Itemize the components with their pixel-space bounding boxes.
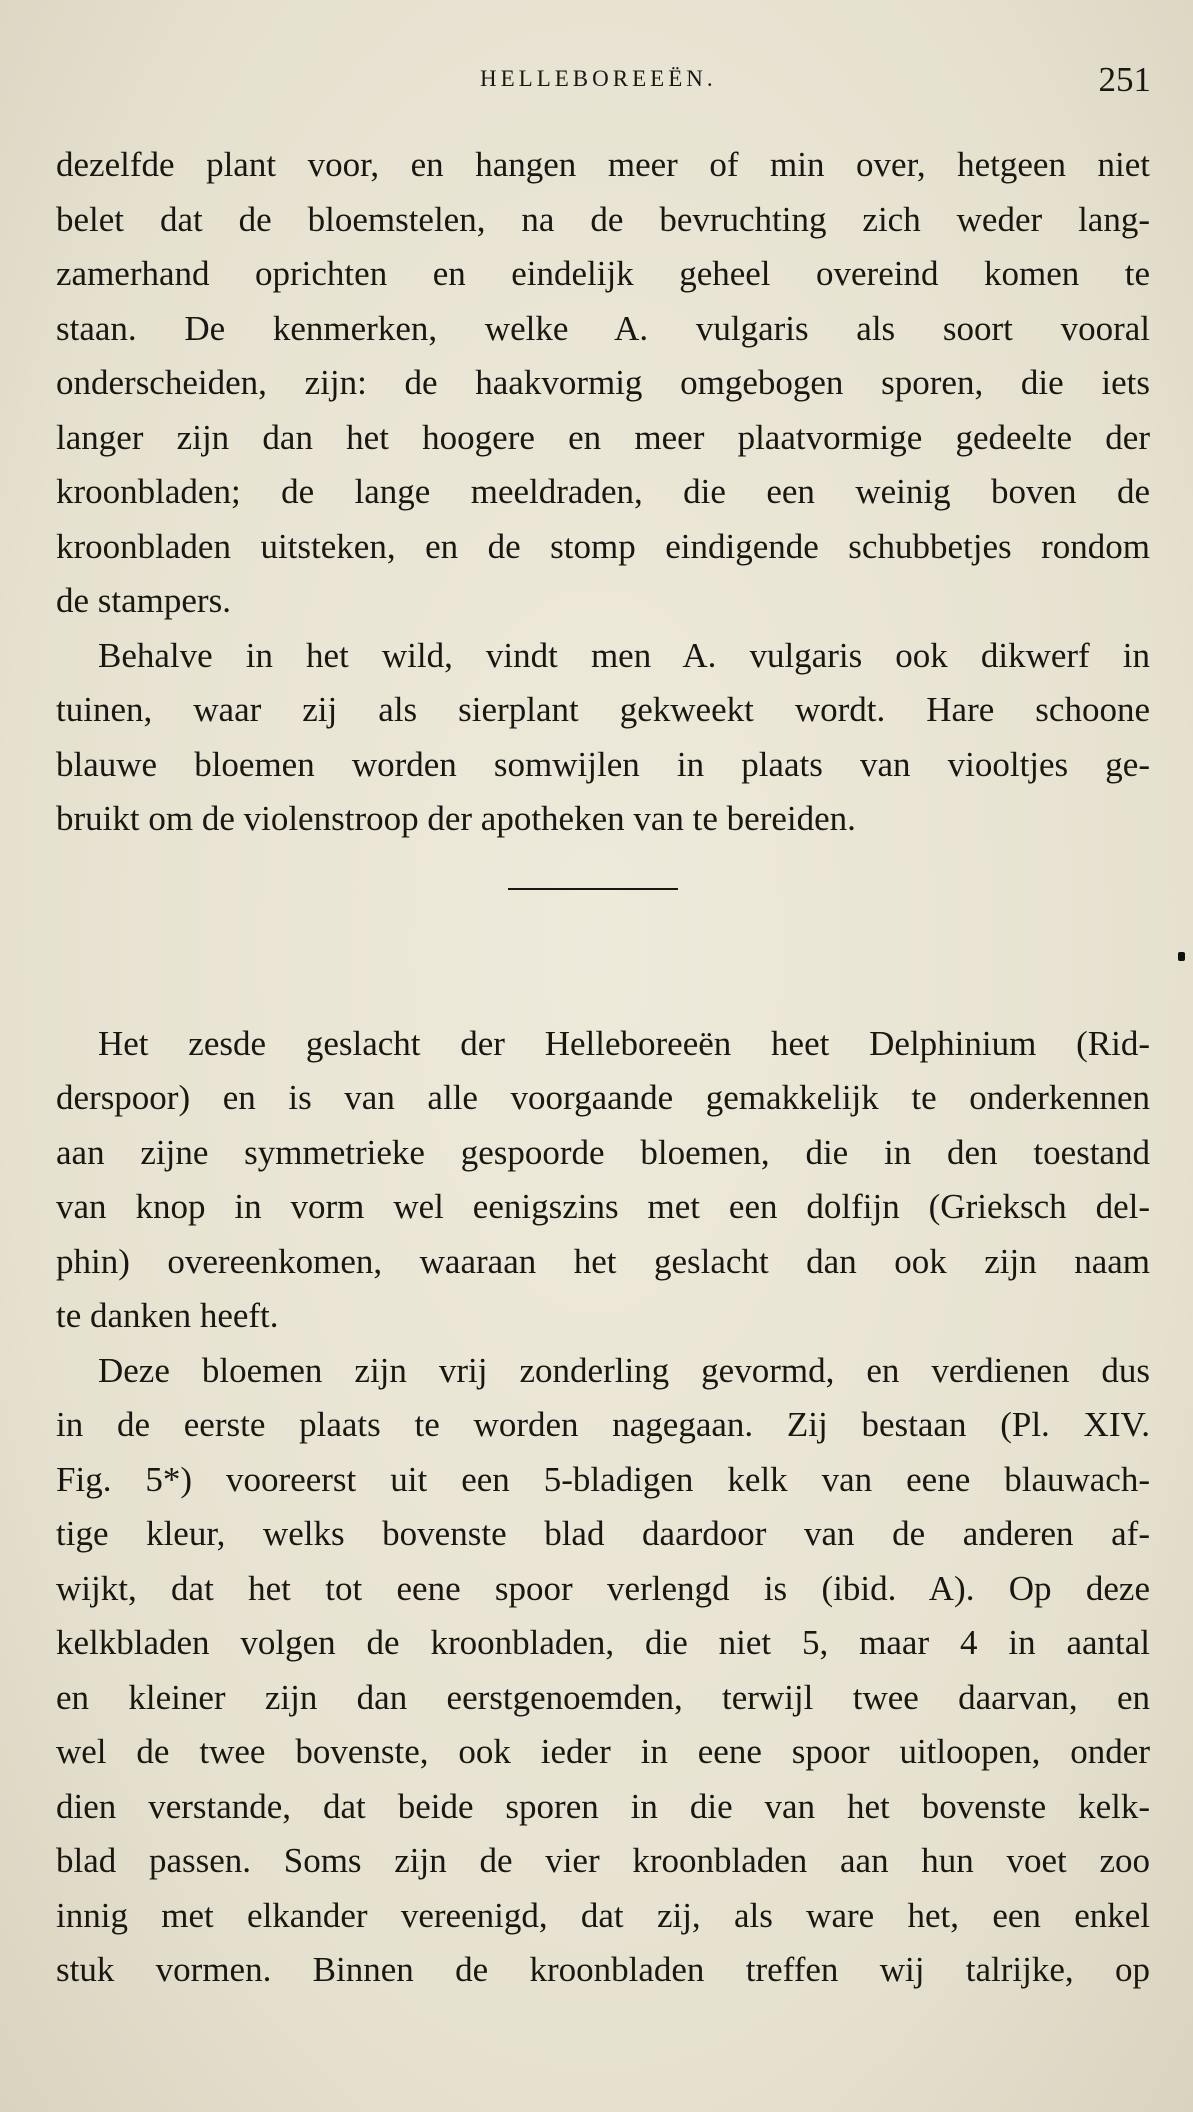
paragraph-1: [56, 138, 1150, 629]
text-line: stuk vormen. Binnen de kroonbladen treffen wij talrijke, op: [56, 1950, 1150, 1989]
body-text: [56, 138, 1150, 1998]
text-line: innig met elkander vereenigd, dat zij, als ware het, een enkel: [56, 1895, 1150, 1935]
paragraph-2: [56, 629, 1150, 847]
text-line: dien verstande, dat beide sporen in die van het bovenste kelk-: [56, 1786, 1150, 1826]
text-line: Behalve in het wild, vindt men A. vulgaris ook dikwerf in: [98, 635, 1150, 675]
text-line: en kleiner zijn dan eerstgenoemden, terwijl twee daarvan, en: [56, 1677, 1150, 1717]
text-line: bruikt om de violenstroop der apotheken van te bereiden.: [56, 799, 856, 838]
page-number: 251: [1098, 60, 1151, 99]
text-line: te danken heeft.: [56, 1296, 279, 1335]
text-line: wijkt, dat het tot eene spoor verlengd is (ibid. A). Op deze: [56, 1568, 1150, 1608]
text-line: van knop in vorm wel eenigszins met een dolfijn (Grieksch del-: [56, 1187, 1150, 1226]
text-line: blad passen. Soms zijn de vier kroonbladen aan hun voet zoo: [56, 1841, 1150, 1880]
paragraph-4: [56, 1344, 1150, 1998]
text-line: tige kleur, welks bovenste blad daardoor van de anderen af-: [56, 1514, 1150, 1553]
text-line: kroonbladen uitsteken, en de stomp eindigende schubbetjes rondom: [56, 526, 1150, 566]
text-line: kelkbladen volgen de kroonbladen, die niet 5, maar 4 in aantal: [56, 1623, 1150, 1662]
text-line: belet dat de bloemstelen, na de bevruchting zich weder lang-: [56, 199, 1150, 239]
paragraph-3: [56, 1017, 1150, 1344]
text-line: tuinen, waar zij als sierplant gekweekt wordt. Hare schoone: [56, 690, 1150, 729]
text-line: wel de twee bovenste, ook ieder in eene spoor uitloopen, onder: [56, 1732, 1150, 1771]
text-line: Deze bloemen zijn vrij zonderling gevormd, en verdienen dus: [98, 1350, 1150, 1390]
text-line: zamerhand oprichten en eindelijk geheel overeind komen te: [56, 254, 1150, 293]
text-line: derspoor) en is van alle voorgaande gemakkelijk te onderkennen: [56, 1078, 1150, 1117]
text-line: de stampers.: [56, 581, 231, 620]
text-line: Het zesde geslacht der Helleboreeën heet Delphinium (Rid-: [98, 1023, 1150, 1063]
margin-ink-mark: [1178, 952, 1185, 961]
page-header: [0, 60, 1193, 110]
text-line: onderscheiden, zijn: de haakvormig omgebogen sporen, die iets: [56, 363, 1150, 402]
running-title: HELLEBOREEËN.: [480, 66, 717, 91]
text-line: phin) overeenkomen, waaraan het geslacht dan ook zijn naam: [56, 1241, 1150, 1281]
text-line: kroonbladen; de lange meeldraden, die een weinig boven de: [56, 472, 1150, 511]
text-line: langer zijn dan het hoogere en meer plaatvormige gedeelte der: [56, 417, 1150, 457]
text-line: dezelfde plant voor, en hangen meer of min over, hetgeen niet: [56, 145, 1150, 184]
text-line: staan. De kenmerken, welke A. vulgaris als soort vooral: [56, 308, 1150, 348]
horizontal-rule: [508, 888, 678, 890]
text-line: blauwe bloemen worden somwijlen in plaats van viooltjes ge-: [56, 744, 1150, 784]
text-line: in de eerste plaats te worden nagegaan. Zij bestaan (Pl. XIV.: [56, 1405, 1150, 1444]
text-line: Fig. 5*) vooreerst uit een 5-bladigen kelk van eene blauwach-: [56, 1459, 1150, 1499]
section-separator: [56, 847, 1150, 1017]
text-line: aan zijne symmetrieke gespoorde bloemen, die in den toestand: [56, 1132, 1150, 1172]
